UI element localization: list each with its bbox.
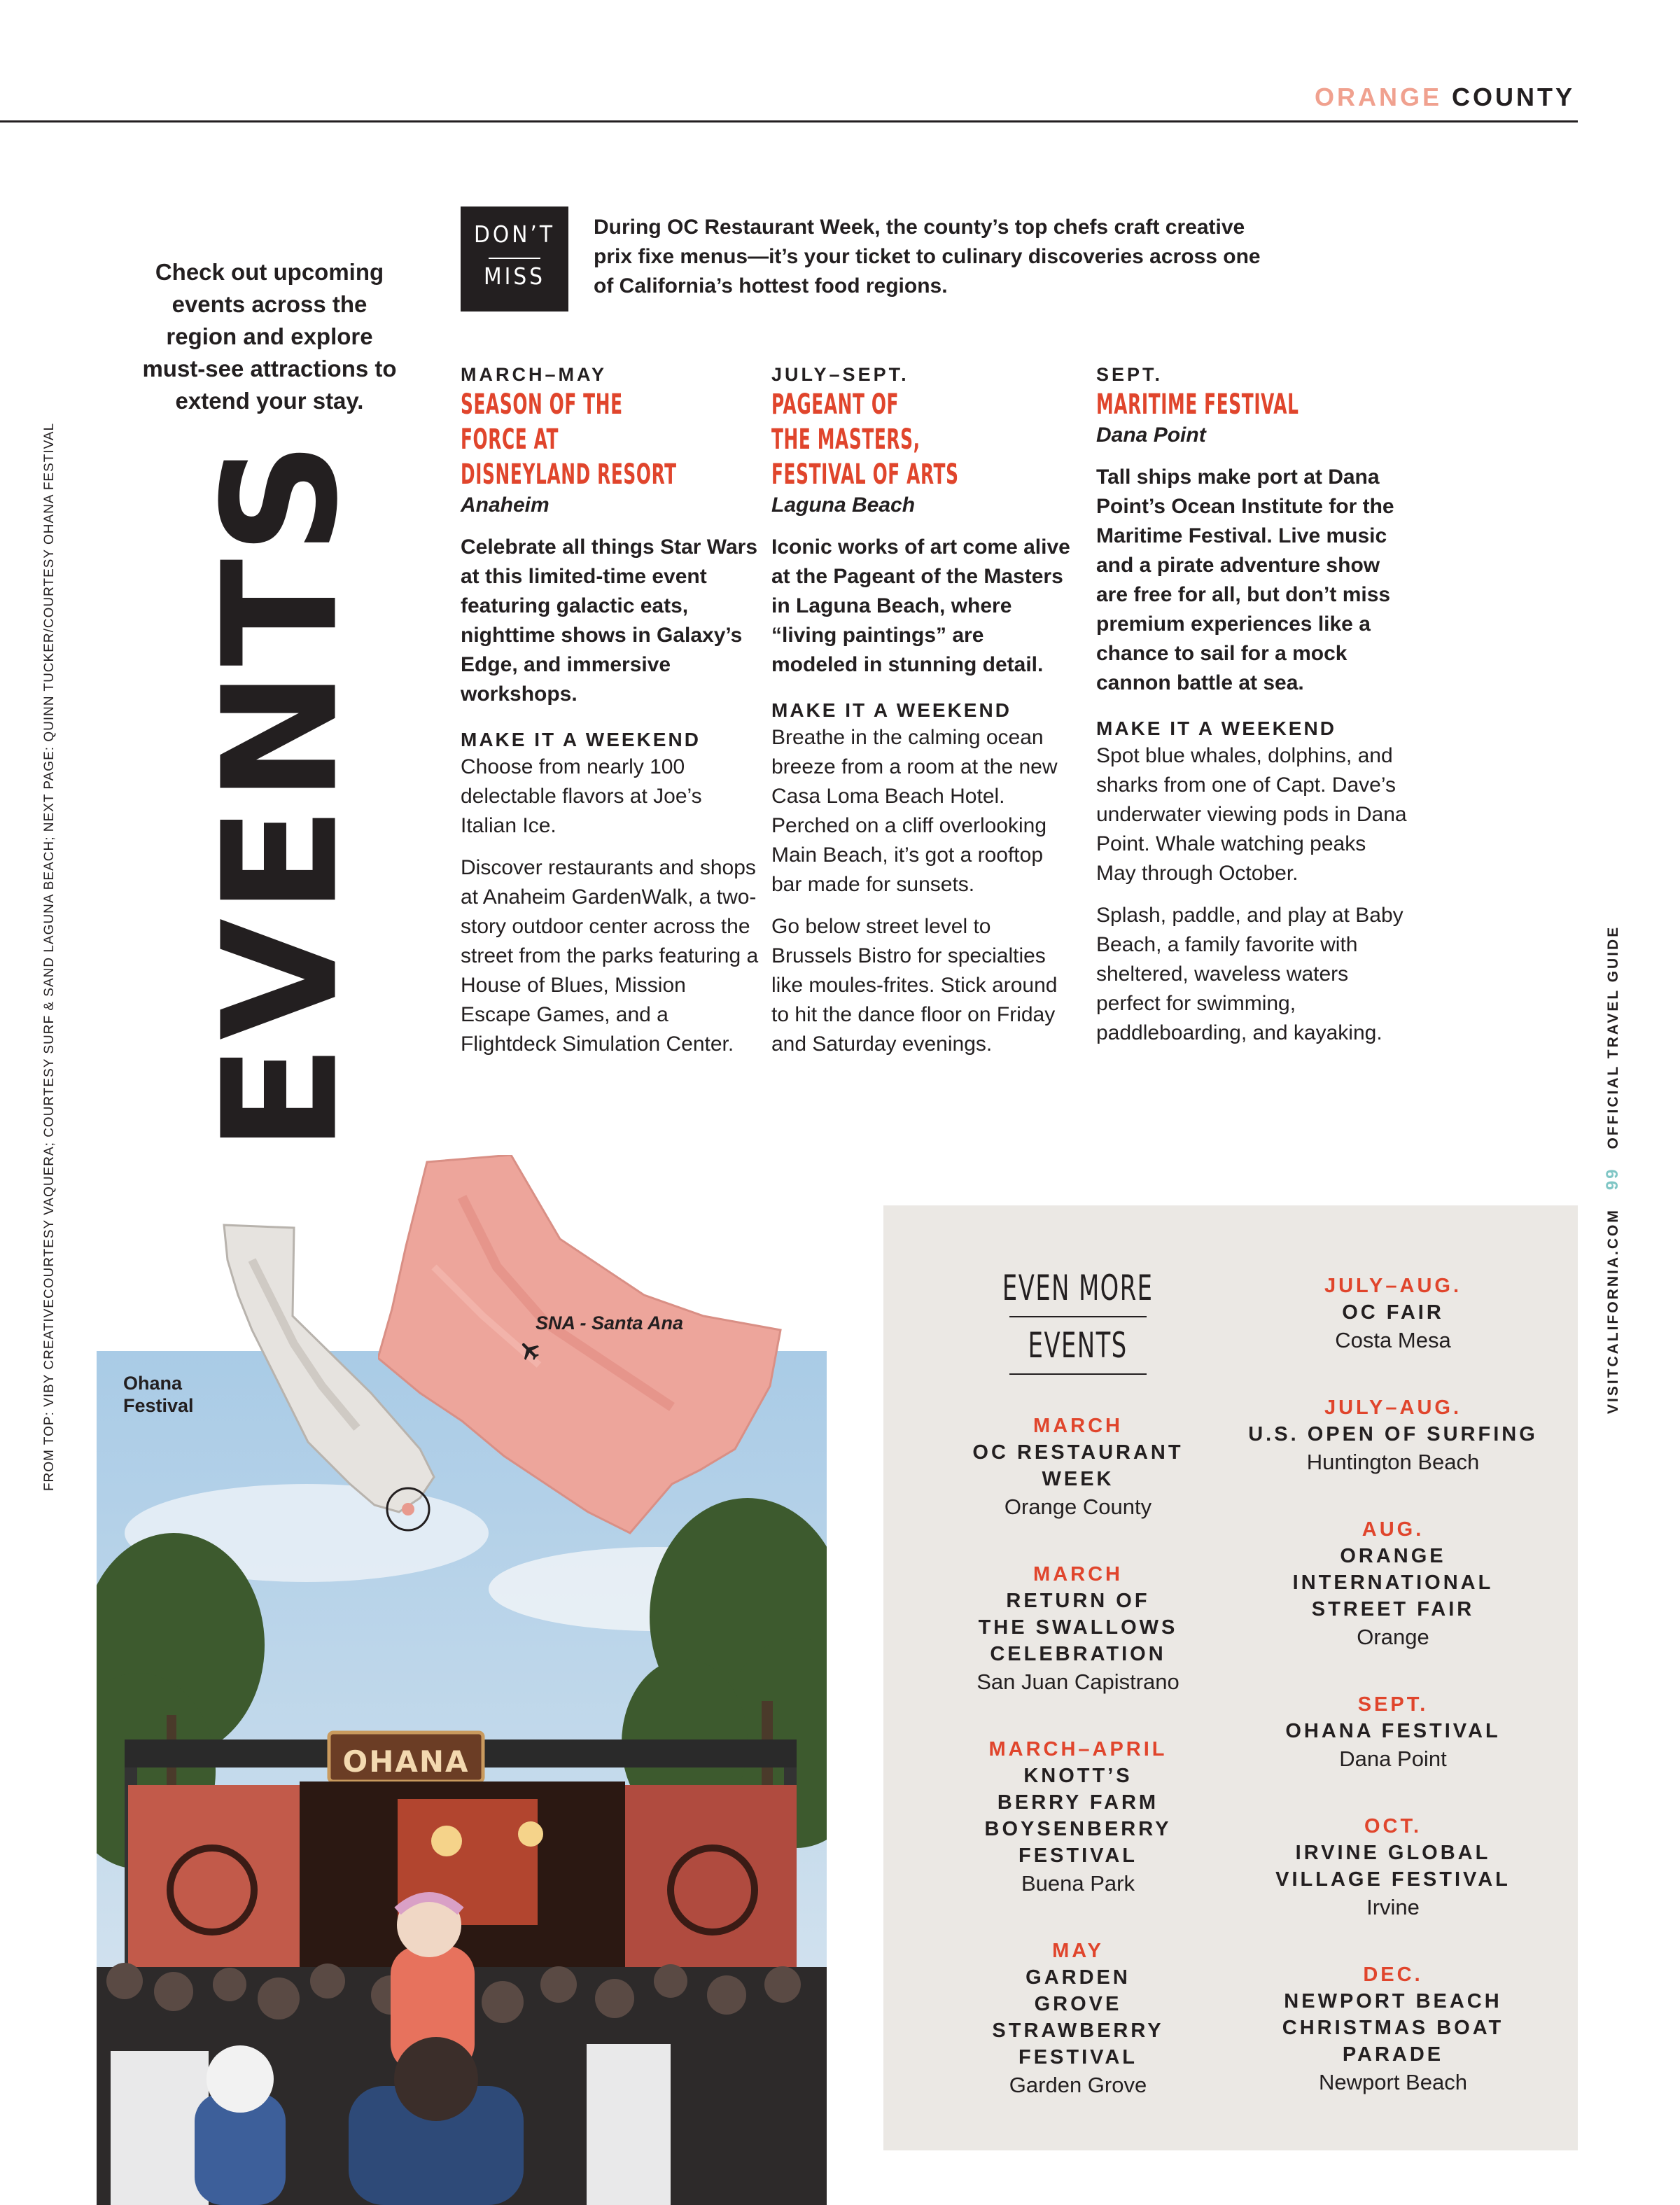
event-listing: [1232, 1516, 1554, 1652]
event-month: SEPT.: [1357, 1693, 1429, 1716]
event-date: MARCH–MAY: [461, 364, 608, 385]
weekend-tip: Spot blue whales, dolphins, and sharks from one of Capt. Dave’s underwater viewing pods in Dana Point. Whale watching peaks May through October.: [1096, 744, 1407, 885]
section-title: [189, 437, 373, 1152]
event-month: MAY: [1052, 1940, 1104, 1962]
event-listing: [917, 1938, 1239, 2100]
weekend-tip: Choose from nearly 100 delectable flavors at Joe’s Italian Ice.: [461, 755, 702, 837]
event-name-line: NEWPORT BEACH: [1284, 1990, 1502, 2012]
event-place: Buena Park: [1021, 1871, 1135, 1896]
event-name-line: FESTIVAL: [1018, 1844, 1138, 1867]
event-place: Orange: [1357, 1625, 1429, 1649]
event-name-line: FESTIVAL: [1018, 2046, 1138, 2068]
event-name-line: ORANGE: [1340, 1545, 1446, 1567]
event-month: AUG.: [1362, 1518, 1424, 1541]
event-column-pageant: [771, 364, 1072, 1059]
event-name-line: CHRISTMAS BOAT: [1282, 2017, 1504, 2039]
event-month: MARCH: [1033, 1415, 1123, 1437]
folio: [1603, 924, 1631, 1414]
event-description: Celebrate all things Star Wars at this limited-time event featuring galactic eats, nighttime shows in Galaxy’s Edge, and immersive workshops.: [461, 536, 758, 706]
photo-credit: FROM TOP: VIBY CREATIVECOURTESY VAQUERA; COURTESY SURF & SAND LAGUNA BEACH; NEXT PAGE: QUINN TUCKER/COURTESY OHANA FESTIVAL: [42, 422, 57, 1491]
event-column-maritime: [1096, 364, 1411, 1048]
event-name-line: BOYSENBERRY: [984, 1818, 1172, 1840]
event-name-line: OC RESTAURANT: [972, 1441, 1184, 1464]
even-more-title-line1: EVEN MORE: [1002, 1268, 1154, 1308]
dont-miss-label-bottom: MISS: [483, 262, 546, 290]
event-title-line: PAGEANT OF: [771, 388, 899, 421]
airport-label: SNA - Santa Ana: [536, 1312, 684, 1334]
intro-text: Check out upcoming events across the region and explore must-see attractions to extend your stay.: [142, 259, 397, 414]
event-month: OCT.: [1364, 1815, 1422, 1837]
event-listing: [1232, 1813, 1554, 1922]
event-place: Huntington Beach: [1306, 1450, 1480, 1474]
weekend-tip: Breathe in the calming ocean breeze from a room at the new Casa Loma Beach Hotel. Perched on a cliff overlooking Main Beach, it’s got a rooftop bar made for sunsets.: [771, 726, 1058, 896]
photo-caption: [123, 1372, 194, 1417]
event-name-line: INTERNATIONAL: [1292, 1572, 1494, 1594]
even-more-left-column: [917, 1413, 1239, 2139]
dont-miss-rule: [489, 258, 540, 259]
event-name-line: RETURN OF: [1006, 1590, 1150, 1612]
running-head-accent: ORANGE: [1314, 83, 1442, 111]
event-location: Dana Point: [1096, 424, 1206, 447]
stage-sign: OHANA: [342, 1744, 470, 1779]
event-name-line: KNOTT’S: [1023, 1765, 1133, 1787]
event-name-line: U.S. OPEN OF SURFING: [1248, 1423, 1538, 1446]
event-place: Irvine: [1366, 1895, 1420, 1919]
weekend-heading: MAKE IT A WEEKEND: [461, 729, 701, 750]
event-name-line: WEEK: [1042, 1468, 1114, 1490]
event-name-line: BERRY FARM: [997, 1791, 1159, 1814]
event-location: Anaheim: [461, 493, 550, 517]
event-name-line: STREET FAIR: [1311, 1598, 1475, 1620]
event-name-line: GROVE: [1034, 1993, 1122, 2015]
header-rule: [0, 120, 1578, 122]
dont-miss-badge: [461, 206, 568, 312]
event-name-line: VILLAGE FESTIVAL: [1275, 1868, 1511, 1891]
dont-miss-label-top: DON’T: [474, 220, 555, 248]
weekend-tip: Discover restaurants and shops at Anaheim GardenWalk, a two-story outdoor center across the street from the parks featuring a House of Blues, Mission Escape Games, and a Flightdeck Simulation Center.: [461, 856, 759, 1056]
event-month: MARCH–APRIL: [988, 1738, 1168, 1760]
weekend-tip: Go below street level to Brussels Bistro for specialties like moules-frites. Stick around to hit the dance floor on Friday and Saturday evenings.: [771, 915, 1058, 1056]
weekend-heading: MAKE IT A WEEKEND: [771, 699, 1011, 721]
event-title-line: DISNEYLAND RESORT: [461, 458, 677, 491]
airplane-icon: [518, 1338, 542, 1362]
event-name-line: OC FAIR: [1342, 1301, 1444, 1324]
event-place: Orange County: [1004, 1494, 1152, 1519]
event-title-line: SEASON OF THE: [461, 388, 623, 421]
event-place: Costa Mesa: [1335, 1328, 1451, 1352]
event-name-line: CELEBRATION: [990, 1643, 1166, 1665]
folio-guide: OFFICIAL TRAVEL GUIDE: [1605, 925, 1621, 1149]
event-name-line: PARADE: [1342, 2043, 1444, 2066]
even-more-title-line2: EVENTS: [1028, 1325, 1128, 1366]
event-listing: [1232, 1961, 1554, 2097]
event-location: Laguna Beach: [771, 493, 916, 517]
event-month: MARCH: [1033, 1563, 1123, 1586]
event-title: [1096, 387, 1400, 422]
event-listing: [1232, 1394, 1554, 1477]
event-description: Tall ships make port at Dana Point’s Ocean Institute for the Maritime Festival. Live music and a pirate adventure show are free for all, but don’t miss premium experiences like a chance to sail for a mock cannon battle at sea.: [1096, 465, 1394, 694]
event-name-line: THE SWALLOWS: [978, 1616, 1178, 1639]
event-listing: [917, 1413, 1239, 1522]
even-more-events-title: [973, 1260, 1183, 1375]
photo-caption-line: Ohana: [123, 1373, 183, 1394]
event-listing: [1232, 1691, 1554, 1774]
folio-site: VISITCALIFORNIA.COM: [1605, 1208, 1621, 1414]
event-place: Newport Beach: [1319, 2070, 1467, 2094]
event-place: Dana Point: [1339, 1746, 1447, 1771]
event-name-line: GARDEN: [1026, 1966, 1130, 1989]
running-head-region: COUNTY: [1452, 83, 1575, 111]
section-title-text: EVENTS: [189, 437, 373, 1152]
event-month: JULY–AUG.: [1324, 1396, 1462, 1419]
event-place: Garden Grove: [1009, 2073, 1147, 2097]
event-name-line: OHANA FESTIVAL: [1285, 1720, 1501, 1742]
event-title-line: FORCE AT: [461, 424, 559, 456]
event-column-disneyland: [461, 364, 762, 1059]
photo-caption-line: Festival: [123, 1395, 194, 1416]
title-rule: [1009, 1373, 1147, 1375]
event-name-line: IRVINE GLOBAL: [1295, 1842, 1491, 1864]
event-title-line: FESTIVAL OF ARTS: [771, 458, 959, 491]
event-month: DEC.: [1363, 1963, 1423, 1986]
dont-miss-text: During OC Restaurant Week, the county’s top chefs craft creative prix fixe menus—it’s your ticket to culinary discoveries across one of California’s hottest food regions.: [594, 216, 1261, 298]
event-date: SEPT.: [1096, 364, 1163, 385]
orange-county-map: [378, 1155, 784, 1547]
even-more-right-column: [1232, 1273, 1554, 2136]
event-listing: [917, 1736, 1239, 1898]
running-head: [1315, 83, 1575, 112]
event-name-line: STRAWBERRY: [992, 2019, 1164, 2042]
event-title-line: MARITIME FESTIVAL: [1096, 388, 1299, 421]
event-month: JULY–AUG.: [1324, 1275, 1462, 1297]
folio-page-number: 99: [1603, 1167, 1622, 1191]
event-description: Iconic works of art come alive at the Pageant of the Masters in Laguna Beach, where “living paintings” are modeled in stunning detail.: [771, 536, 1070, 676]
weekend-heading: MAKE IT A WEEKEND: [1096, 718, 1336, 739]
event-listing: [917, 1561, 1239, 1697]
event-listing: [1232, 1273, 1554, 1355]
weekend-tip: Splash, paddle, and play at Baby Beach, a family favorite with sheltered, waveless waters perfect for swimming, paddleboarding, and kayaking.: [1096, 904, 1404, 1044]
event-title: [461, 387, 764, 492]
event-title-line: THE MASTERS,: [771, 424, 920, 456]
event-date: JULY–SEPT.: [771, 364, 909, 385]
event-title: [771, 387, 1075, 492]
event-place: San Juan Capistrano: [976, 1670, 1180, 1694]
